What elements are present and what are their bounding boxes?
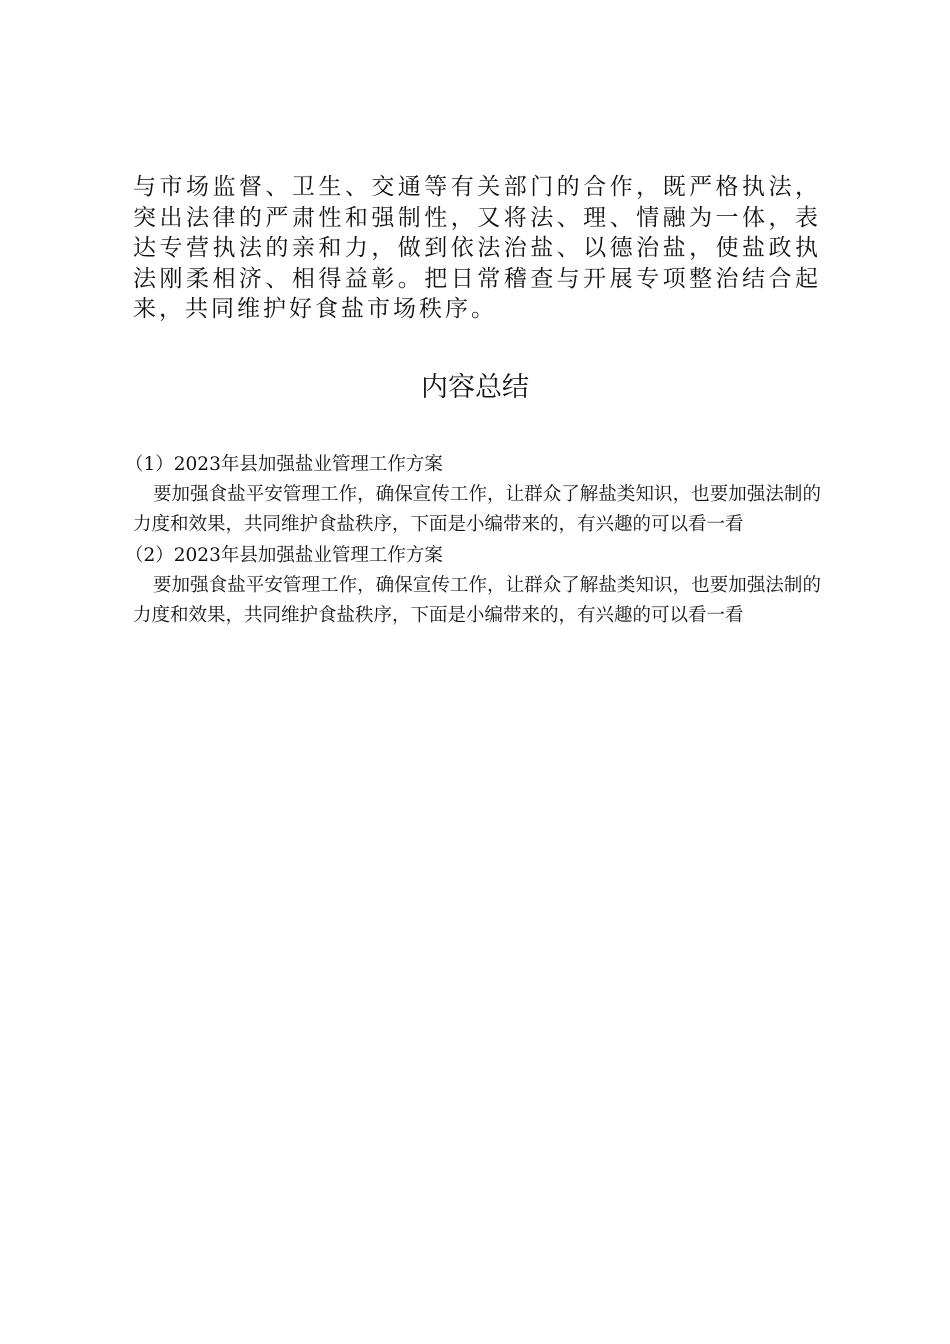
body-paragraph: 与市场监督、卫生、交通等有关部门的合作，既严格执法，突出法律的严肃性和强制性，又将法、理、情融为一体，表达专营执法的亲和力，做到依法治盐、以德治盐，使盐政执法刚柔相济、相得益彰。把日常稽查与开展专项整治结合起来，共同维护好食盐市场秩序。 [133,174,821,322]
summary-list [125,450,821,631]
summary-item [125,450,821,541]
summary-item [125,541,821,632]
summary-item-body: 要加强食盐平安管理工作，确保宣传工作，让群众了解盐类知识，也要加强法制的力度和效果，共同维护食盐秩序，下面是小编带来的，有兴趣的可以看一看 [133,484,821,536]
summary-item-body: 要加强食盐平安管理工作，确保宣传工作，让群众了解盐类知识，也要加强法制的力度和效果，共同维护食盐秩序，下面是小编带来的，有兴趣的可以看一看 [133,574,821,627]
summary-item-title: （1）2023年县加强盐业管理工作方案 [125,454,443,475]
summary-item-title: （2）2023年县加强盐业管理工作方案 [125,544,443,566]
section-title: 内容总结 [421,372,529,403]
